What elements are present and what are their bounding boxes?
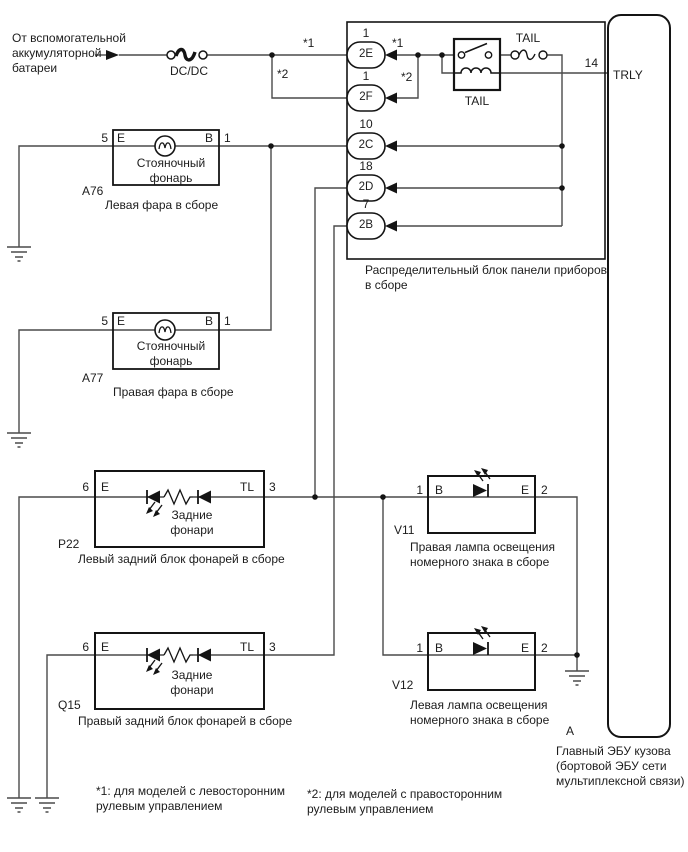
- wire-coil-feed: [442, 55, 454, 73]
- q15-lamp-line1: Задние: [171, 668, 213, 682]
- wire-2d-out: [315, 188, 347, 497]
- junction-dot: [439, 52, 445, 58]
- pin-2e: 1: [362, 26, 370, 40]
- v11-term-right: E: [521, 483, 530, 497]
- q15-pin-left: 6: [82, 640, 89, 654]
- dcdc-label: DC/DC: [170, 64, 208, 78]
- q15-resistor-icon: [164, 648, 193, 662]
- plate-lamps-ground-icon: [565, 671, 589, 685]
- ecu-name-line3: мультиплексной связи): [556, 774, 685, 788]
- pin-2b: 7: [362, 197, 370, 211]
- v11-led-icon: [473, 468, 490, 497]
- pin-2c: 10: [359, 117, 373, 131]
- connector-2c-arrow-icon: [385, 141, 397, 152]
- q15-name: Правый задний блок фонарей в сборе: [78, 714, 293, 728]
- p22-lamp-line2: фонари: [170, 523, 214, 537]
- connector-2e-arrow-icon: [385, 50, 397, 61]
- tail-fuse-label: TAIL: [515, 31, 541, 45]
- connector-2e-label: 2E: [358, 48, 374, 60]
- footnote-rhd-line1: *2: для моделей с правосторонним: [307, 787, 503, 801]
- junction-block-name-line2: в сборе: [365, 278, 408, 292]
- v12-name-line2: номерного знака в сборе: [410, 713, 550, 727]
- dcdc-fusible-link-icon: [167, 50, 207, 60]
- q15-pin-right: 3: [269, 640, 276, 654]
- connector-2b-label: 2B: [358, 219, 374, 231]
- footnote-rhd: [307, 787, 502, 817]
- pin-14: 14: [584, 56, 598, 70]
- v12-led-icon: [473, 626, 490, 655]
- a77-bulb-icon: [155, 320, 175, 340]
- a76-bulb-name: [121, 156, 221, 186]
- a77-bulb-line2: фонарь: [149, 354, 193, 368]
- a77-pin-left: 5: [101, 314, 108, 328]
- v12-box: [428, 633, 535, 690]
- mark-rhd-outer: *2: [277, 67, 289, 81]
- junction-block-name: [365, 263, 607, 293]
- q15-code: Q15: [58, 698, 81, 712]
- tail-fuse-icon: [511, 50, 547, 59]
- connector-2f-arrow-icon: [385, 93, 397, 104]
- p22-term-left: E: [101, 480, 110, 494]
- v11-name-line2: номерного знака в сборе: [410, 555, 550, 569]
- v12-code: V12: [392, 678, 414, 692]
- ecu-name-line2: (бортовой ЭБУ сети: [556, 759, 667, 773]
- junction-dot: [269, 52, 275, 58]
- q15-term-left: E: [101, 640, 110, 654]
- v12-term-left: B: [435, 641, 444, 655]
- junction-dot: [312, 494, 318, 500]
- a77-code: A77: [82, 371, 104, 385]
- a77-ground-icon: [7, 433, 31, 447]
- connector-2d-arrow-icon: [385, 183, 397, 194]
- v12-pin-right: 2: [541, 641, 548, 655]
- connector-2b-arrow-icon: [385, 221, 397, 232]
- junction-dot: [415, 52, 421, 58]
- ecu-name-line1: Главный ЭБУ кузова: [556, 744, 671, 758]
- a76-ground-icon: [7, 247, 31, 261]
- p22-pin-left: 6: [82, 480, 89, 494]
- junction-dot: [559, 143, 565, 149]
- q15-ground-icon: [35, 798, 59, 812]
- junction-dot: [559, 185, 565, 191]
- v12-name: [410, 698, 549, 728]
- a77-term-right: B: [205, 314, 214, 328]
- a76-bulb-line2: фонарь: [149, 171, 193, 185]
- a77-bulb-name: [121, 339, 221, 369]
- q15-lamp-line2: фонари: [170, 683, 214, 697]
- power-source-line1: От вспомогательной: [12, 31, 126, 45]
- p22-term-right: TL: [240, 480, 255, 494]
- p22-resistor-icon: [164, 490, 193, 504]
- body-ecu-outline: [608, 15, 670, 737]
- p22-name: Левый задний блок фонарей в сборе: [78, 552, 285, 566]
- a77-term-left: E: [117, 314, 126, 328]
- wire-net: [19, 55, 608, 798]
- v11-name: [410, 540, 555, 570]
- tail-relay-label: TAIL: [464, 94, 490, 108]
- a76-term-right: B: [205, 131, 214, 145]
- footnote-lhd: [96, 784, 285, 814]
- mark-rhd-inner: *2: [401, 70, 413, 84]
- v12-name-line1: Левая лампа освещения: [410, 698, 548, 712]
- junction-dot: [574, 652, 580, 658]
- power-source-line3: батареи: [12, 61, 58, 75]
- a76-bulb-line1: Стояночный: [136, 156, 206, 170]
- wire-branch-v12: [383, 497, 428, 655]
- junction-dot: [380, 494, 386, 500]
- footnote-lhd-line1: *1: для моделей с левосторонним: [96, 784, 286, 798]
- connector-2f-label: 2F: [359, 91, 373, 103]
- pin-2f: 1: [362, 69, 370, 83]
- q15-lamp-name: [152, 668, 232, 698]
- v11-term-left: B: [435, 483, 444, 497]
- a77-name: Правая фара в сборе: [113, 385, 234, 399]
- connector-2c-label: 2C: [358, 139, 374, 151]
- footnote-rhd-line2: рулевым управлением: [307, 802, 434, 816]
- junction-block-name-line1: Распределительный блок панели приборов: [365, 263, 608, 277]
- mark-lhd-inner: *1: [392, 36, 404, 50]
- p22-code: P22: [58, 537, 80, 551]
- q15-term-right: TL: [240, 640, 255, 654]
- power-source-line2: аккумуляторной: [12, 46, 102, 60]
- a76-pin-right: 1: [224, 131, 231, 145]
- v11-pin-right: 2: [541, 483, 548, 497]
- ecu-terminal-a: А: [566, 724, 575, 738]
- p22-ground-icon: [7, 798, 31, 812]
- wire-2b-out: [264, 226, 347, 655]
- connector-2d-label: 2D: [358, 181, 374, 193]
- footnote-lhd-line2: рулевым управлением: [96, 799, 223, 813]
- wire-fuse-out: [547, 55, 562, 226]
- ecu-name: [556, 744, 684, 789]
- a76-pin-left: 5: [101, 131, 108, 145]
- power-source-label: [12, 31, 126, 76]
- a76-term-left: E: [117, 131, 126, 145]
- junction-dot: [268, 143, 274, 149]
- v12-term-right: E: [521, 641, 530, 655]
- a76-code: A76: [82, 184, 104, 198]
- trly-label: TRLY: [613, 68, 643, 82]
- v12-pin-left: 1: [416, 641, 423, 655]
- tail-relay-icon: [454, 39, 500, 90]
- wire-to-a77: [219, 146, 271, 330]
- a77-bulb-line1: Стояночный: [136, 339, 206, 353]
- p22-pin-right: 3: [269, 480, 276, 494]
- v11-box: [428, 476, 535, 533]
- pin-2d: 18: [359, 159, 373, 173]
- v11-name-line1: Правая лампа освещения: [410, 540, 555, 554]
- mark-lhd-outer: *1: [303, 36, 315, 50]
- a77-pin-right: 1: [224, 314, 231, 328]
- v11-code: V11: [394, 523, 415, 537]
- a76-bulb-icon: [155, 136, 175, 156]
- v11-pin-left: 1: [416, 483, 423, 497]
- a76-name: Левая фара в сборе: [105, 198, 219, 212]
- p22-lamp-line1: Задние: [171, 508, 213, 522]
- p22-lamp-name: [152, 508, 232, 538]
